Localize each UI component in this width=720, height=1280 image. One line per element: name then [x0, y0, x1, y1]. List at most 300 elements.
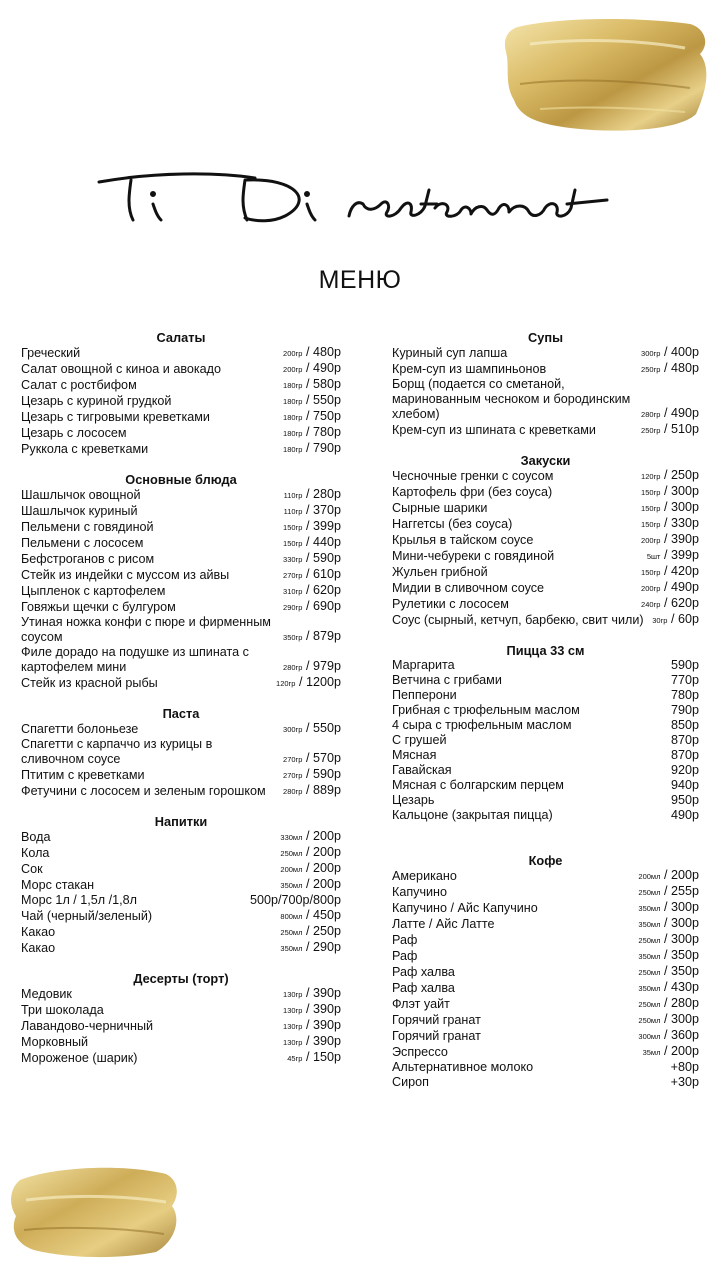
menu-item-price-block [283, 441, 341, 457]
price-separator: / [660, 406, 671, 420]
menu-item-price-block [283, 783, 341, 799]
price-separator: / [302, 567, 313, 581]
menu-item-price-block [641, 580, 699, 596]
price-separator: / [302, 409, 313, 423]
menu-item-price-block [283, 1002, 341, 1018]
menu-item-weight: 280гр [283, 663, 303, 672]
menu-item-price-block [641, 406, 699, 422]
menu-item-weight: 30гр [652, 616, 668, 625]
menu-item-weight: 350мл [638, 904, 661, 913]
menu-item-weight: 250гр [641, 426, 661, 435]
menu-item-name: 4 сыра с трюфельным маслом [392, 718, 572, 732]
menu-item-price-block [276, 675, 341, 691]
menu-item-weight: 330гр [283, 555, 303, 564]
menu-item-weight: 180гр [283, 445, 303, 454]
menu-item-price: 200р [312, 829, 341, 843]
menu-item [21, 409, 341, 425]
menu-item-name: Пельмени с лососем [21, 536, 144, 550]
menu-item [392, 1028, 699, 1044]
menu-item-price: 450р [312, 908, 341, 922]
price-separator: / [302, 425, 313, 439]
menu-item-name: Раф [392, 933, 418, 947]
price-separator: / [660, 1028, 671, 1042]
menu-item-name: Утиная ножка конфи с пюре и фирменным соусом [21, 615, 271, 644]
menu-item [392, 532, 699, 548]
menu-item-price-block [641, 422, 699, 438]
menu-item-name: Мини-чебуреки с говядиной [392, 549, 555, 563]
menu-item-weight: 800мл [280, 912, 303, 921]
price-separator: / [295, 675, 306, 689]
price-separator: / [660, 916, 671, 930]
price-separator: / [302, 629, 313, 643]
menu-item-name: Ветчина с грибами [392, 673, 502, 687]
menu-item-price-block [283, 583, 341, 599]
menu-item-weight: 250гр [641, 365, 661, 374]
menu-item-name: Цезарь [392, 793, 435, 807]
menu-item-weight: 350мл [280, 944, 303, 953]
menu-item-name: Шашлычок куриный [21, 504, 138, 518]
menu-item-name: Цыпленок с картофелем [21, 584, 166, 598]
menu-item [392, 916, 699, 932]
menu-item-weight: 130гр [283, 1038, 303, 1047]
menu-item-weight: 240гр [641, 600, 661, 609]
menu-item-price-block [283, 519, 341, 535]
page-title: МЕНЮ [318, 266, 402, 294]
price-separator: / [302, 1034, 313, 1048]
menu-item-weight: 250мл [638, 968, 661, 977]
menu-item-price: 780р [670, 688, 699, 702]
menu-item-name: Маргарита [392, 658, 455, 672]
menu-item-price: 490р [312, 361, 341, 375]
section-title: Пицца 33 см [506, 643, 585, 658]
menu-item-price-block [638, 996, 699, 1012]
menu-item-price-block [280, 908, 341, 924]
menu-item-price: 870р [670, 733, 699, 747]
menu-item-weight: 180гр [283, 381, 303, 390]
menu-item-price-block [638, 884, 699, 900]
price-separator: / [302, 361, 313, 375]
menu-item-price-block [638, 1028, 699, 1044]
menu-item [21, 599, 341, 615]
price-separator: / [667, 612, 678, 626]
price-separator: / [302, 908, 313, 922]
menu-item-price: 390р [670, 532, 699, 546]
menu-item-name: Шашлычок овощной [21, 488, 141, 502]
menu-item-price: 280р [312, 487, 341, 501]
menu-item-name: Стейк из красной рыбы [21, 676, 158, 690]
menu-item-price: 255р [670, 884, 699, 898]
menu-item-weight: 200гр [283, 349, 303, 358]
menu-item [392, 733, 699, 748]
menu-item [21, 503, 341, 519]
menu-item-price-block [671, 703, 699, 718]
menu-item-price: 490р [670, 808, 699, 822]
menu-item-weight: 300мл [638, 1032, 661, 1041]
menu-item-price: 200р [670, 868, 699, 882]
menu-item [21, 893, 341, 908]
price-separator: / [660, 532, 671, 546]
menu-item-price-block [283, 751, 341, 767]
menu-item-price: 60р [677, 612, 699, 626]
menu-item-price-block [643, 1044, 699, 1060]
menu-item-price-block [671, 763, 699, 778]
menu-item-price: 1200р [305, 675, 341, 689]
menu-item [21, 645, 341, 675]
menu-item [392, 763, 699, 778]
menu-item [21, 861, 341, 877]
menu-item-weight: 270гр [283, 771, 303, 780]
menu-item-name: Капучино / Айс Капучино [392, 901, 538, 915]
menu-item-name: Чай (черный/зеленый) [21, 909, 153, 923]
price-separator: / [302, 783, 313, 797]
menu-item-name: Горячий гранат [392, 1029, 481, 1043]
menu-item-weight: 250мл [638, 936, 661, 945]
menu-item-price-block [250, 893, 341, 908]
menu-item-price: 590р [670, 658, 699, 672]
menu-item-price-block [671, 733, 699, 748]
price-separator: / [660, 1012, 671, 1026]
menu-item-name: Раф халва [392, 965, 455, 979]
menu-item-name: Раф [392, 949, 418, 963]
menu-item-name: Альтернативное молоко [392, 1060, 534, 1074]
price-separator: / [660, 548, 671, 562]
menu-item-price-block [641, 345, 699, 361]
menu-item-price: 510р [670, 422, 699, 436]
menu-item-weight: 200гр [641, 584, 661, 593]
price-separator: / [302, 1018, 313, 1032]
menu-item [21, 829, 341, 845]
section-title: Основные блюда [125, 472, 237, 487]
menu-item [21, 441, 341, 457]
menu-item-price: 979р [312, 659, 341, 673]
menu-item [392, 808, 699, 823]
menu-item-price: 200р [312, 845, 341, 859]
price-separator: / [302, 767, 313, 781]
menu-item-price-block [671, 778, 699, 793]
menu-item-price-block [283, 767, 341, 783]
menu-item-price: 360р [670, 1028, 699, 1042]
menu-item-weight: 130гр [283, 1006, 303, 1015]
menu-item [21, 487, 341, 503]
menu-item-price: 250р [670, 468, 699, 482]
menu-item-price-block [638, 1012, 699, 1028]
menu-item-price-block [284, 503, 341, 519]
menu-item-price-block [284, 487, 341, 503]
menu-item-price-block [641, 500, 699, 516]
price-separator: / [660, 596, 671, 610]
price-separator: / [302, 519, 313, 533]
menu-item-price: 280р [670, 996, 699, 1010]
price-separator: / [302, 1050, 313, 1064]
menu-item-price-block [280, 861, 341, 877]
price-separator: / [302, 345, 313, 359]
menu-item-price: +80р [670, 1060, 699, 1074]
menu-item [21, 940, 341, 956]
menu-item-price: 330р [670, 516, 699, 530]
menu-item [392, 361, 699, 377]
menu-item-price: 400р [670, 345, 699, 359]
menu-item-weight: 250мл [638, 888, 661, 897]
menu-item-price: 590р [312, 767, 341, 781]
menu-item-name: Цезарь с лососем [21, 426, 127, 440]
menu-item-weight: 200гр [283, 365, 303, 374]
menu-item-price: 770р [670, 673, 699, 687]
price-separator: / [660, 500, 671, 514]
price-separator: / [660, 868, 671, 882]
menu-item-weight: 280гр [283, 787, 303, 796]
menu-item [392, 868, 699, 884]
menu-item-name: Крылья в тайском соусе [392, 533, 534, 547]
price-separator: / [302, 503, 313, 517]
menu-item [21, 393, 341, 409]
menu-item [392, 964, 699, 980]
menu-item-price: 350р [670, 964, 699, 978]
menu-item-price-block [671, 718, 699, 733]
menu-item-weight: 150гр [283, 539, 303, 548]
menu-item-name: Цезарь с тигровыми креветками [21, 410, 210, 424]
price-separator: / [302, 377, 313, 391]
menu-item [392, 980, 699, 996]
menu-item-weight: 120гр [276, 679, 296, 688]
menu-item-price: 390р [312, 1002, 341, 1016]
menu-item-name: Жульен грибной [392, 565, 488, 579]
menu-item [392, 884, 699, 900]
restaurant-logo [95, 160, 615, 230]
menu-item-price: 250р [312, 924, 341, 938]
menu-item-weight: 330мл [280, 833, 303, 842]
menu-item-name: Говяжьи щечки с булгуром [21, 600, 176, 614]
menu-item-name: Греческий [21, 346, 81, 360]
menu-item-price-block [283, 629, 341, 645]
menu-item [392, 1075, 699, 1090]
menu-item-price: 879р [312, 629, 341, 643]
menu-item-name: Салат овощной с киноа и авокадо [21, 362, 222, 376]
menu-item-name: Фетучини с лососем и зеленым горошком [21, 784, 266, 798]
menu-item-price-block [283, 345, 341, 361]
price-separator: / [302, 986, 313, 1000]
section-spacer [21, 457, 341, 472]
menu-item-name: Руккола с креветками [21, 442, 149, 456]
menu-item-weight: 180гр [283, 429, 303, 438]
menu-item-price-block [641, 596, 699, 612]
menu-item-name: Морс 1л / 1,5л /1,8л [21, 893, 137, 907]
menu-item-price-block [638, 964, 699, 980]
section-title: Паста [162, 706, 200, 721]
menu-item [392, 996, 699, 1012]
menu-item-price-block [641, 564, 699, 580]
price-separator: / [660, 361, 671, 375]
menu-item-name: Рулетики с лососем [392, 597, 509, 611]
menu-item-price-block [287, 1050, 341, 1066]
menu-item-name: Медовик [21, 987, 72, 1001]
menu-item-name: Мясная [392, 748, 437, 762]
menu-item-name: Наггетсы (без соуса) [392, 517, 513, 531]
section-title: Закуски [520, 453, 571, 468]
menu-item-weight: 180гр [283, 397, 303, 406]
menu-item-price: 480р [670, 361, 699, 375]
section-title: Супы [527, 330, 564, 345]
menu-item-price: 570р [312, 751, 341, 765]
menu-item-price: 290р [312, 940, 341, 954]
price-separator: / [302, 877, 313, 891]
menu-item-price: 150р [312, 1050, 341, 1064]
menu-item [392, 932, 699, 948]
menu-item-name: Бефстроганов с рисом [21, 552, 155, 566]
section-title: Напитки [154, 814, 208, 829]
menu-item [21, 519, 341, 535]
menu-item-price: 200р [312, 861, 341, 875]
menu-item-price-block [671, 793, 699, 808]
menu-item [21, 615, 341, 645]
menu-item-weight: 270гр [283, 755, 303, 764]
menu-item-name: Пепперони [392, 688, 457, 702]
menu-item-name: Сироп [392, 1075, 429, 1089]
menu-item [21, 1050, 341, 1066]
menu-item [21, 845, 341, 861]
menu-item-name: Какао [21, 925, 56, 939]
menu-item-price-block [641, 532, 699, 548]
price-separator: / [660, 884, 671, 898]
price-separator: / [660, 980, 671, 994]
menu-item-name: Сырные шарики [392, 501, 488, 515]
menu-item-weight: 280гр [641, 410, 661, 419]
menu-item-weight: 110гр [283, 507, 303, 516]
price-separator: / [660, 468, 671, 482]
menu-item [392, 658, 699, 673]
menu-item-price-block [638, 948, 699, 964]
price-separator: / [302, 659, 313, 673]
price-separator: / [660, 516, 671, 530]
menu-item-price-block [671, 688, 699, 703]
menu-item-name: Капучино [392, 885, 448, 899]
menu-item-name: С грушей [392, 733, 447, 747]
price-separator: / [302, 441, 313, 455]
menu-item-price-block [641, 484, 699, 500]
price-separator: / [302, 599, 313, 613]
menu-item-price-block [283, 986, 341, 1002]
price-separator: / [660, 484, 671, 498]
menu-item-price-block [283, 1018, 341, 1034]
menu-item-weight: 250мл [280, 849, 303, 858]
menu-item [392, 948, 699, 964]
menu-item-price-block [280, 924, 341, 940]
menu-item-price: 440р [312, 535, 341, 549]
menu-item-name: Латте / Айс Латте [392, 917, 495, 931]
menu-item-weight: 290гр [283, 603, 303, 612]
price-separator: / [660, 900, 671, 914]
menu-item-weight: 150гр [283, 523, 303, 532]
menu-item [392, 468, 699, 484]
menu-item-weight: 150гр [641, 568, 661, 577]
menu-item-price: 390р [312, 1034, 341, 1048]
menu-item-name: Крем-суп из шампиньонов [392, 362, 547, 376]
menu-item-weight: 310гр [283, 587, 303, 596]
price-separator: / [302, 861, 313, 875]
menu-item [392, 422, 699, 438]
menu-item-name: Мороженое (шарик) [21, 1051, 138, 1065]
menu-item [392, 900, 699, 916]
menu-item-price: 390р [312, 1018, 341, 1032]
price-separator: / [302, 487, 313, 501]
menu-item [21, 1002, 341, 1018]
menu-item [392, 580, 699, 596]
menu-item-price: 870р [670, 748, 699, 762]
menu-item-price-block [283, 377, 341, 393]
menu-item [21, 908, 341, 924]
menu-item-price: 920р [670, 763, 699, 777]
price-separator: / [660, 964, 671, 978]
menu-item-weight: 130гр [283, 990, 303, 999]
menu-item-price: 850р [670, 718, 699, 732]
section-title: Десерты (торт) [133, 971, 229, 986]
menu-item [21, 1034, 341, 1050]
menu-item-price: 430р [670, 980, 699, 994]
menu-item-price-block [671, 808, 699, 823]
menu-item [392, 500, 699, 516]
menu-item-price-block [280, 845, 341, 861]
price-separator: / [302, 551, 313, 565]
menu-item-price-block [283, 599, 341, 615]
menu-item-price-block [283, 1034, 341, 1050]
menu-item-price-block [283, 535, 341, 551]
menu-item [392, 703, 699, 718]
menu-item-name: Салат с ростбифом [21, 378, 137, 392]
menu-item-name: Три шоколада [21, 1003, 104, 1017]
price-separator: / [302, 583, 313, 597]
price-separator: / [302, 393, 313, 407]
menu-item-name: Какао [21, 941, 56, 955]
menu-item-name: Соус (сырный, кетчуп, барбекю, свит чили) [392, 613, 644, 627]
menu-item [392, 516, 699, 532]
menu-item-weight: 350мл [638, 920, 661, 929]
menu-item-weight: 350мл [280, 881, 303, 890]
menu-item-name: Кальцоне (закрытая пицца) [392, 808, 553, 822]
menu-item [21, 924, 341, 940]
menu-item-price: 390р [312, 986, 341, 1000]
menu-item-weight: 250мл [638, 1000, 661, 1009]
menu-item-price-block [638, 900, 699, 916]
menu-item-weight: 270гр [283, 571, 303, 580]
menu-item [392, 377, 699, 422]
menu-item-price-block [671, 673, 699, 688]
menu-item-price: 889р [312, 783, 341, 797]
menu-item-price: 690р [312, 599, 341, 613]
menu-item-weight: 120гр [641, 472, 661, 481]
menu-item-name: Сок [21, 862, 43, 876]
menu-item-price: 490р [670, 406, 699, 420]
menu-item [392, 688, 699, 703]
price-separator: / [302, 535, 313, 549]
menu-item-weight: 150гр [641, 520, 661, 529]
menu-item [21, 535, 341, 551]
menu-item-price: 750р [312, 409, 341, 423]
section-title: Салаты [156, 330, 206, 345]
menu-item [21, 986, 341, 1002]
menu-item-price-block [283, 393, 341, 409]
menu-item [21, 425, 341, 441]
menu-item-weight: 250мл [280, 928, 303, 937]
menu-item-name: Филе дорадо на подушке из шпината с картофелем мини [21, 645, 249, 674]
menu-item-price-block [638, 916, 699, 932]
menu-item-price: 620р [670, 596, 699, 610]
menu-item-price-block [283, 409, 341, 425]
menu-item-name: Мидии в сливочном соусе [392, 581, 545, 595]
menu-item-weight: 350мл [638, 984, 661, 993]
gold-brush-decoration-bottom [6, 1160, 182, 1262]
menu-item-price-block [671, 658, 699, 673]
menu-item [392, 1044, 699, 1060]
menu-item-price-block [283, 721, 341, 737]
